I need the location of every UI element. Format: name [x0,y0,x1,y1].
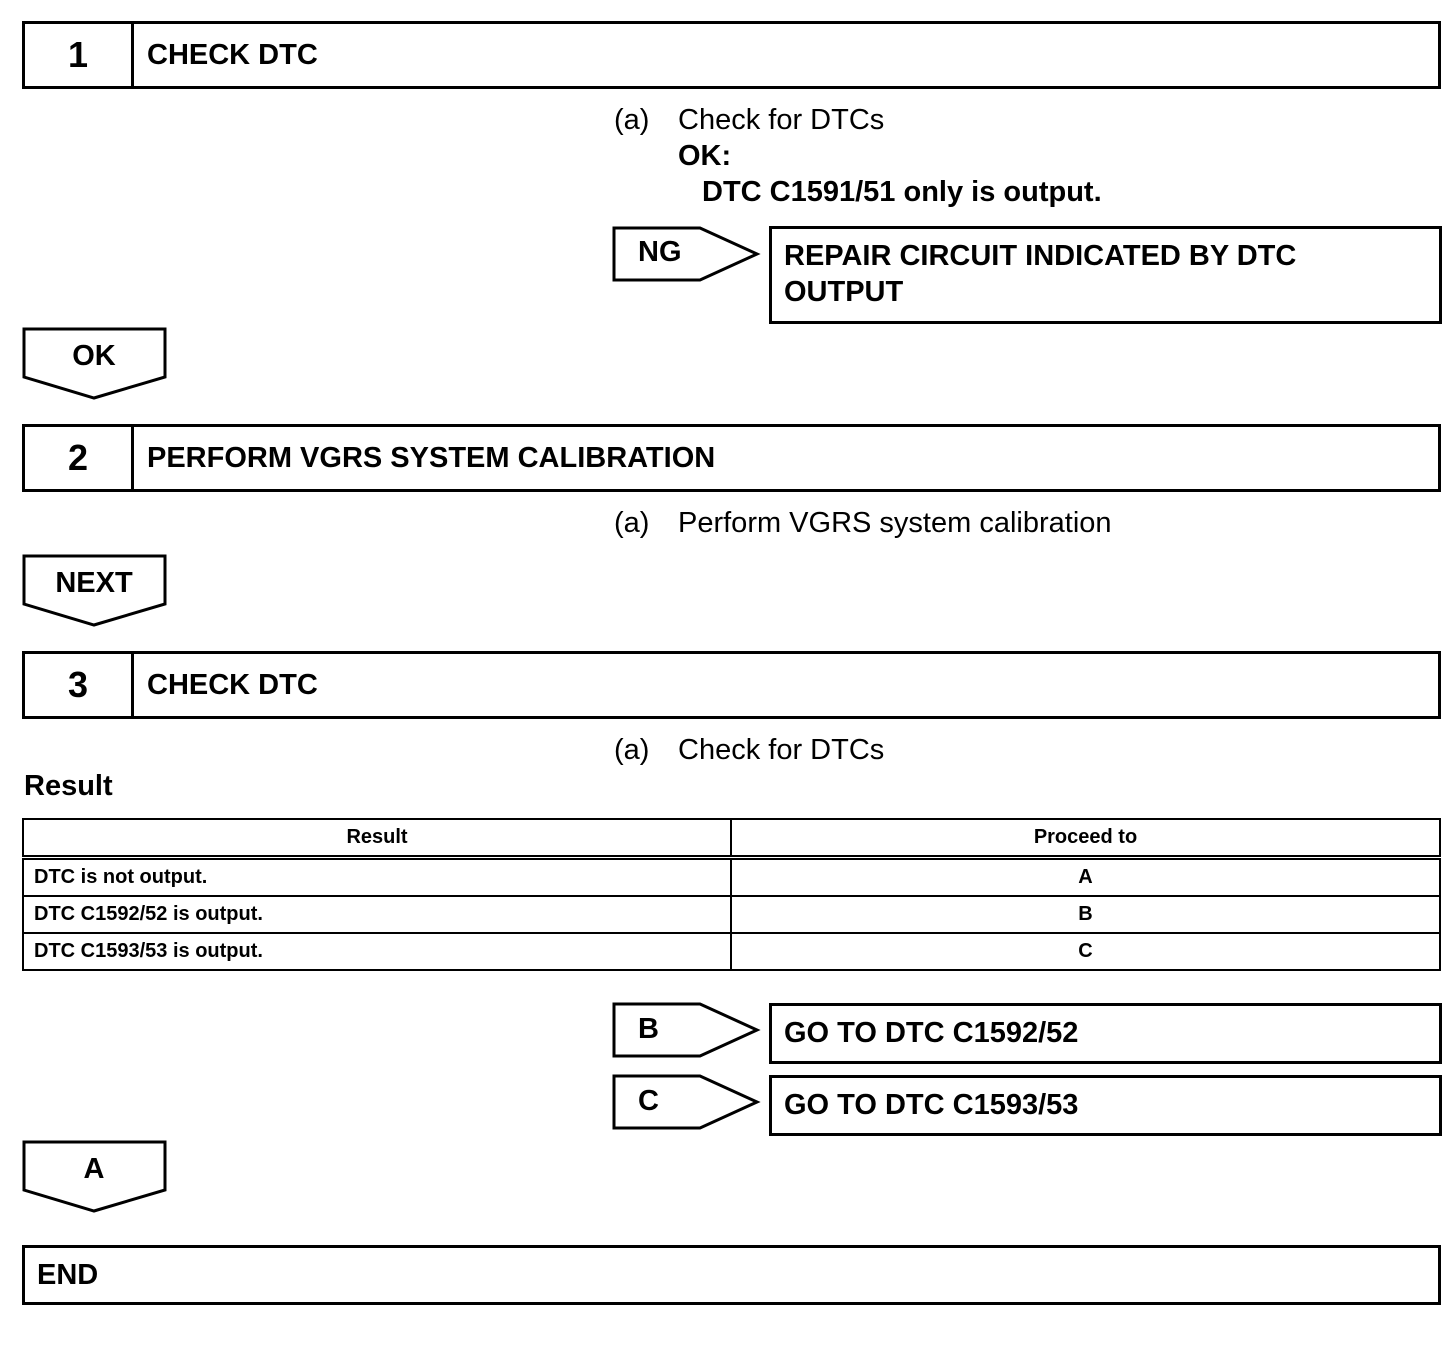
substep-marker: (a) [614,507,650,539]
step-2-header [22,424,1441,492]
step-number: 2 [25,427,134,489]
ok-label: OK: [678,140,732,172]
step-title: CHECK DTC [147,668,318,701]
ng-action-line2: OUTPUT [784,276,904,308]
step-title: PERFORM VGRS SYSTEM CALIBRATION [147,441,716,474]
next-down-label: NEXT [55,567,133,599]
end-box [22,1245,1441,1305]
table-header-cell: Proceed to [731,819,1440,858]
table-row [23,896,1440,933]
branch-c-action: GO TO DTC C1593/53 [784,1089,1079,1121]
branch-b-action-box [769,1003,1442,1064]
ng-action-line1: REPAIR CIRCUIT INDICATED BY DTC [784,240,1297,272]
table-cell: DTC C1593/53 is output. [23,933,731,970]
step-number: 1 [25,24,134,86]
ng-label: NG [638,236,682,268]
result-heading: Result [24,770,113,802]
table-cell: B [731,896,1440,933]
branch-b-arrow [612,1002,762,1060]
table-cell: DTC C1592/52 is output. [23,896,731,933]
ng-branch-arrow [612,226,762,284]
ok-down-label: OK [72,340,116,372]
table-cell: DTC is not output. [23,858,731,897]
substep-marker: (a) [614,104,650,136]
step-1-header [22,21,1441,89]
ng-action-box [769,226,1442,324]
table-header-cell: Result [23,819,731,858]
result-table [22,818,1441,971]
a-down-label: A [83,1153,105,1185]
step-title: CHECK DTC [147,38,318,71]
step-3-header [22,651,1441,719]
step-number: 3 [25,654,134,716]
substep-marker: (a) [614,734,650,766]
table-row [23,858,1440,897]
substep-text: Perform VGRS system calibration [678,507,1112,539]
ok-condition: DTC C1591/51 only is output. [702,176,1102,208]
table-row [23,933,1440,970]
branch-c-label: C [638,1085,659,1117]
substep-text: Check for DTCs [678,734,885,766]
table-cell: A [731,858,1440,897]
substep-text: Check for DTCs [678,104,885,136]
branch-b-action: GO TO DTC C1592/52 [784,1017,1079,1049]
branch-b-label: B [638,1013,659,1045]
end-label: END [37,1258,99,1291]
branch-c-arrow [612,1074,762,1132]
branch-c-action-box [769,1075,1442,1136]
table-cell: C [731,933,1440,970]
table-header-row [23,819,1440,858]
